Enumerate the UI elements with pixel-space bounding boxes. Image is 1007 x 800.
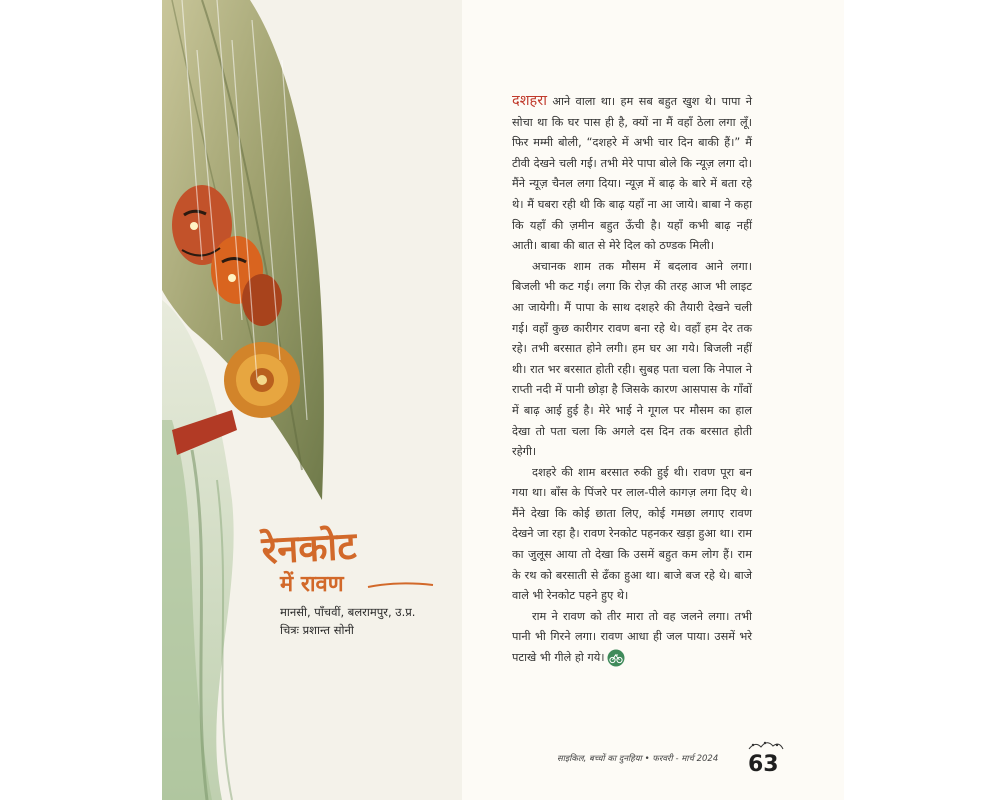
ravana-raincoat-illustration [162, 0, 462, 800]
illustrator-credit: चित्रः प्रशान्त सोनी [280, 623, 354, 637]
cycle-logo-icon [607, 649, 625, 667]
page-footer: साइकिल, बच्चों का दुनहिया • फरवरी - मार्च 2024 [557, 754, 719, 764]
author-credit: मानसी, पाँचवीं, बलरामपुर, उ.प्र. [280, 605, 416, 619]
paragraph-1 [512, 91, 752, 257]
paragraph-3: दशहरे की शाम बरसात रुकी हुई थी। रावण पूरा बन गया था। बाँस के पिंजरे पर लाल-पीले कागज़ लगा दिए थे। मैंने देखा कि कोई छाता लिए, कोई गमछा लगाए रावण देखने जा रहा है। रावण रेनकोट पहनकर खड़ा हुआ था। राम का जुलूस आया तो देखा कि उसमें बहुत कम लोग हैं। राम के रथ को बरसाती से ढँका हुआ था। बाजे बज रहे थे। बाजे वाले भी रेनकोट पहने हुए थे। [512, 465, 752, 603]
page-number: 63 [748, 752, 779, 775]
title-line-1: रेनकोट [260, 523, 358, 573]
story-title-art [258, 515, 448, 599]
paragraph-4 [512, 607, 752, 669]
paragraph-4-text: राम ने रावण को तीर मारा तो वह जलने लगा। तभी पानी भी गिरने लगा। रावण आधा ही जल पाया। उसमें भरे पटाखे भी गीले हो गये। [512, 609, 752, 665]
magazine-page [162, 0, 844, 800]
paragraph-1-text: आने वाला था। हम सब बहुत खुश थे। पापा ने सोचा था कि घर पास ही है, क्यों ना मैं वहाँ ठेला लगा लूँ। फिर मम्मी बोली, “दशहरे में अभी चार दिन बाकी हैं।” मैं टीवी देखने चली गई। तभी मेरे पापा बोले कि न्यूज़ लगा दो। मैंने न्यूज़ चैनल लगा दिया। न्यूज़ में बाढ़ के बारे में बता रहे थे। मैं घबरा रही थी कि बाढ़ यहाँ ना आ जाये। बाबा ने कहा कि यहाँ की ज़मीन बहुत ऊँची है। यहाँ कभी बाढ़ नहीं आती। बाबा की बात से मेरे दिल को ठण्डक मिली। [512, 95, 752, 253]
story-body [512, 91, 752, 669]
byline [280, 603, 480, 639]
title-line-2: में रावण [280, 572, 344, 597]
paragraph-2: अचानक शाम तक मौसम में बदलाव आने लगा। बिजली भी कट गई। लगा कि रोज़ की तरह आज भी लाइट आ जायेगी। मैं पापा के साथ दशहरे की तैयारी देखने चली गई। वहाँ कुछ कारीगर रावण बना रहे थे। वहाँ हम देर तक रहे। तभी बरसात होने लगी। हम घर आ गये। बिजली नहीं थी। रात भर बरसात होती रही। सुबह पता चला कि नेपाल ने राप्ती नदी में पानी छोड़ा है जिसके कारण आसपास के गाँवों में बाढ़ आई हुई है। मेरे भाई ने गूगल पर मौसम का हाल देखा तो पता चला कि अगले दस दिन तक बरसात होती रहेगी। [512, 259, 752, 459]
lead-word: दशहरा [512, 93, 547, 109]
page-number-ornament-icon [745, 739, 785, 775]
